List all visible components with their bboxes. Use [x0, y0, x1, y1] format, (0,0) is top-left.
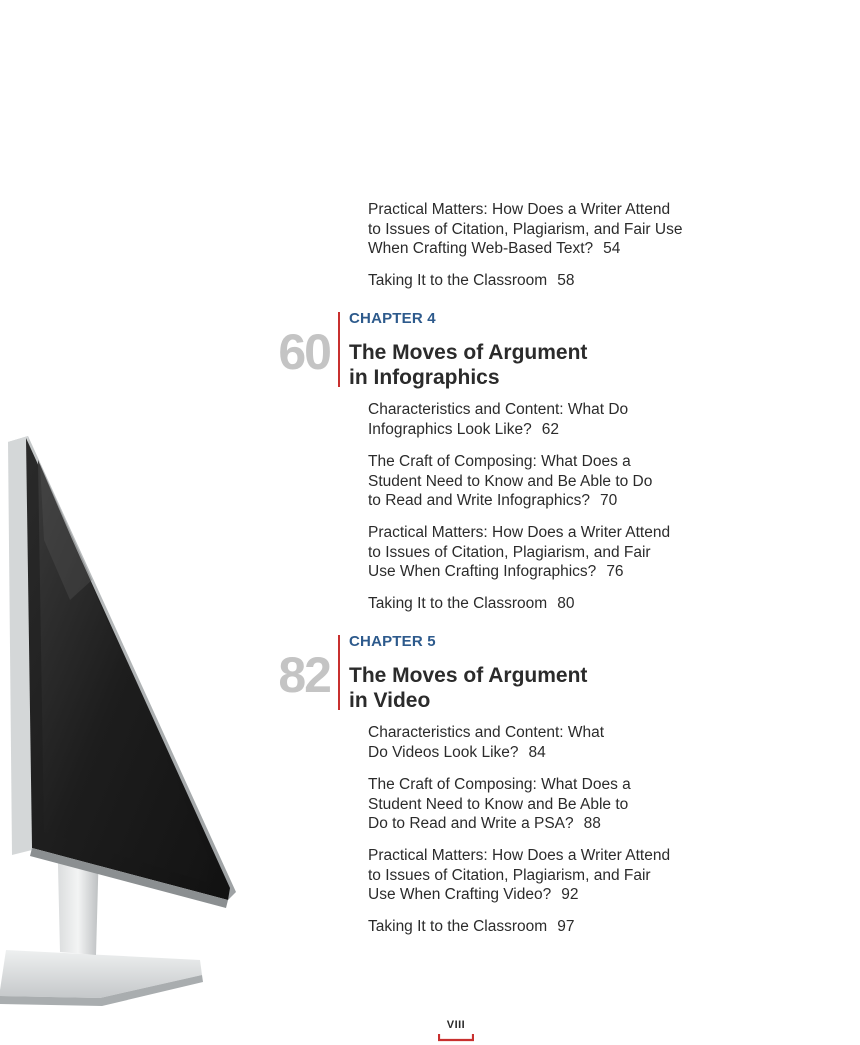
toc-entry-line: Student Need to Know and Be Able to: [368, 795, 629, 813]
computer-monitor-icon: [0, 430, 250, 1030]
chapter-start-page: 82: [278, 647, 330, 703]
toc-entry-line: Characteristics and Content: What: [368, 724, 605, 741]
toc-entry-line: The Craft of Composing: What Does a: [368, 776, 631, 793]
toc-entry-line: to Read and Write Infographics?: [368, 492, 591, 510]
toc-entry-line: Practical Matters: How Does a Writer Attend: [368, 524, 671, 541]
chapter-start-page: 60: [278, 324, 330, 380]
toc-entry-line: Use When Crafting Video?: [368, 886, 552, 904]
toc-page-number: 62: [541, 420, 559, 438]
toc-page-number: 54: [603, 240, 621, 258]
toc-entry-line: to Issues of Citation, Plagiarism, and Fair: [368, 866, 651, 884]
toc-page-number: 76: [606, 563, 624, 581]
toc-page-number: 70: [600, 492, 618, 510]
toc-entry-line: When Crafting Web-Based Text?: [368, 240, 594, 258]
toc-entry: [368, 846, 688, 905]
toc-entry: [368, 723, 688, 762]
toc-entry-line: to Issues of Citation, Plagiarism, and Fair Use: [368, 220, 683, 238]
chapter-label: CHAPTER 4: [349, 310, 436, 327]
toc-entry: [368, 523, 688, 582]
chapter-title-line: in Infographics: [349, 366, 500, 389]
toc-page-number: 80: [557, 595, 575, 612]
toc-entry-line: Practical Matters: How Does a Writer Attend: [368, 847, 671, 864]
toc-entry: [368, 594, 688, 614]
chapter-divider: [338, 312, 340, 387]
chapter-title: [349, 340, 669, 390]
folio-bracket-icon: [438, 1034, 474, 1042]
chapter-title-line: The Moves of Argument: [349, 341, 588, 364]
chapter-title-line: The Moves of Argument: [349, 664, 588, 687]
toc-entry: [368, 917, 688, 937]
chapter-label: CHAPTER 5: [349, 633, 436, 650]
page-folio: VIII: [446, 1019, 466, 1031]
toc-page-number: 84: [528, 743, 546, 761]
toc-entry: [368, 271, 688, 291]
toc-entry-line: Use When Crafting Infographics?: [368, 563, 597, 581]
toc-entry-line: The Craft of Composing: What Does a: [368, 453, 631, 470]
toc-entry-line: Infographics Look Like?: [368, 420, 532, 438]
toc-entry-line: Do to Read and Write a PSA?: [368, 815, 574, 833]
toc-entry-line: Characteristics and Content: What Do: [368, 401, 629, 418]
chapter-title: [349, 663, 669, 713]
toc-entry-line: Taking It to the Classroom: [368, 918, 548, 935]
toc-entry-line: to Issues of Citation, Plagiarism, and Fair: [368, 543, 651, 561]
toc-entry: [368, 452, 688, 511]
toc-entry-line: Do Videos Look Like?: [368, 743, 519, 761]
toc-entry-line: Student Need to Know and Be Able to Do: [368, 472, 653, 490]
toc-page-number: 97: [557, 918, 575, 935]
toc-entry-line: Taking It to the Classroom: [368, 272, 548, 289]
chapter-title-line: in Video: [349, 689, 431, 712]
toc-page-number: 88: [583, 815, 601, 833]
toc-entry-line: Taking It to the Classroom: [368, 595, 548, 612]
toc-entry: [368, 200, 688, 259]
toc-page-number: 58: [557, 272, 575, 289]
toc-page-number: 92: [561, 886, 579, 904]
toc-entry-line: Practical Matters: How Does a Writer Attend: [368, 201, 671, 218]
toc-entry: [368, 400, 688, 439]
chapter-divider: [338, 635, 340, 710]
toc-entry: [368, 775, 688, 834]
